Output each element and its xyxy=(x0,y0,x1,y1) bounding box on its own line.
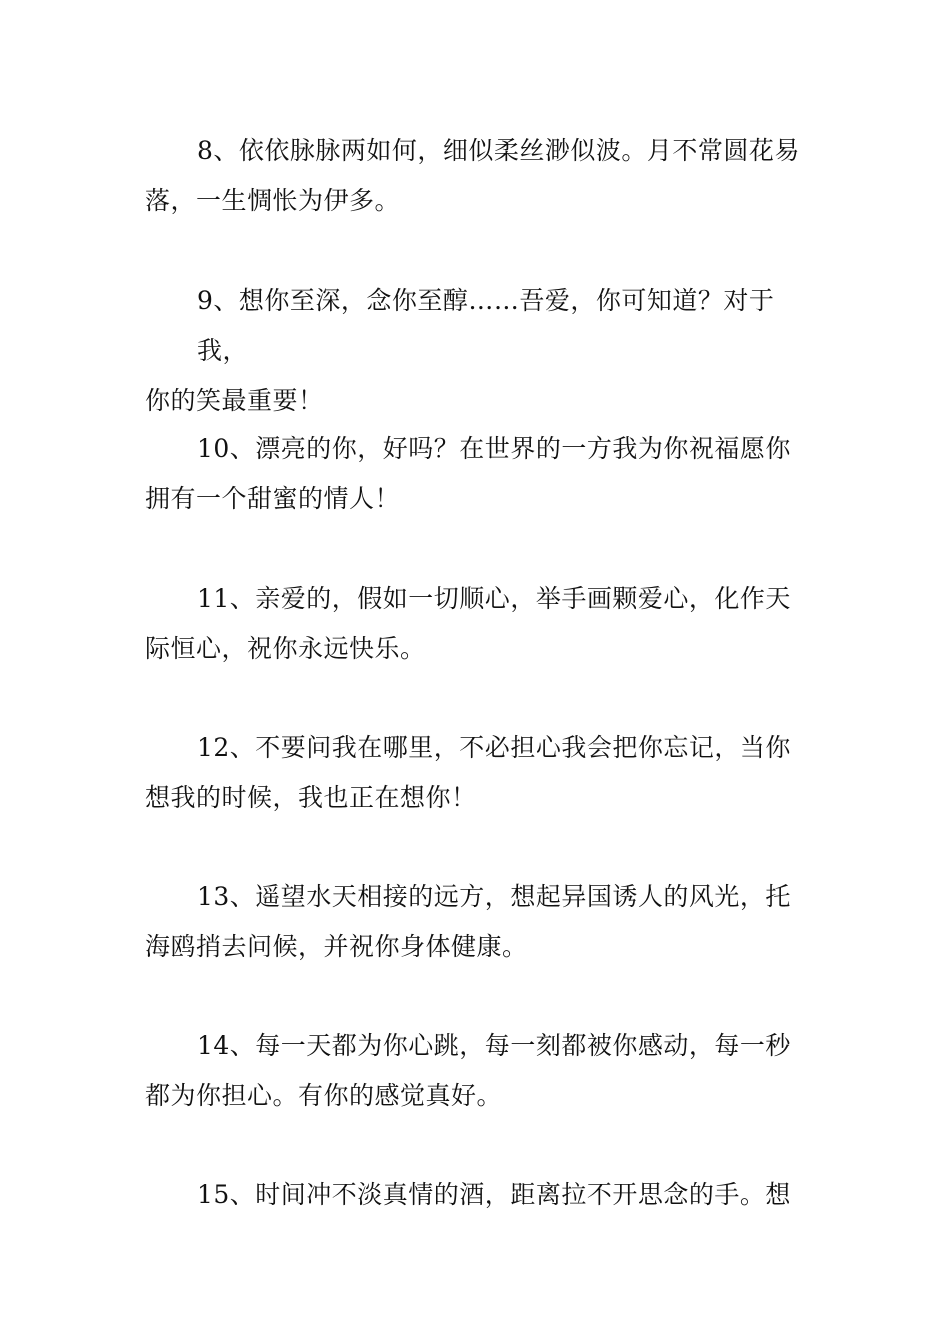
paragraph-line: 际恒心，祝你永远快乐。 xyxy=(145,634,426,663)
paragraph-line: 8、依依脉脉两如何，细似柔丝渺似波。月不常圆花易 xyxy=(197,136,800,165)
paragraph-14 xyxy=(145,1021,815,1121)
paragraph-line: 15、时间冲不淡真情的酒，距离拉不开思念的手。想 xyxy=(197,1180,791,1209)
paragraph-12 xyxy=(145,723,815,823)
paragraph-13 xyxy=(145,872,815,972)
paragraph-line: 11、亲爱的，假如一切顺心，举手画颗爱心，化作天 xyxy=(197,584,791,613)
paragraph-line: 10、漂亮的你，好吗？在世界的一方我为你祝福愿你 xyxy=(197,434,791,463)
paragraph-line: 12、不要问我在哪里，不必担心我会把你忘记，当你 xyxy=(197,733,791,762)
paragraph-line: 海鸥捎去问候，并祝你身体健康。 xyxy=(145,932,528,961)
paragraph-line: 想我的时候，我也正在想你！ xyxy=(145,783,477,812)
paragraph-9 xyxy=(145,276,815,426)
paragraph-line: 14、每一天都为你心跳，每一刻都被你感动，每一秒 xyxy=(197,1031,791,1060)
paragraph-15 xyxy=(145,1170,815,1220)
paragraph-11 xyxy=(145,574,815,674)
paragraph-line: 落，一生惆怅为伊多。 xyxy=(145,186,401,215)
paragraph-line: 9、想你至深，念你至醇……吾爱，你可知道？对于我， xyxy=(197,286,775,365)
paragraph-8 xyxy=(145,126,815,226)
paragraph-line: 13、遥望水天相接的远方，想起异国诱人的风光，托 xyxy=(197,882,791,911)
paragraph-line: 都为你担心。有你的感觉真好。 xyxy=(145,1081,503,1110)
paragraph-10 xyxy=(145,424,815,524)
paragraph-line: 拥有一个甜蜜的情人！ xyxy=(145,484,401,513)
paragraph-line: 你的笑最重要！ xyxy=(145,386,324,415)
